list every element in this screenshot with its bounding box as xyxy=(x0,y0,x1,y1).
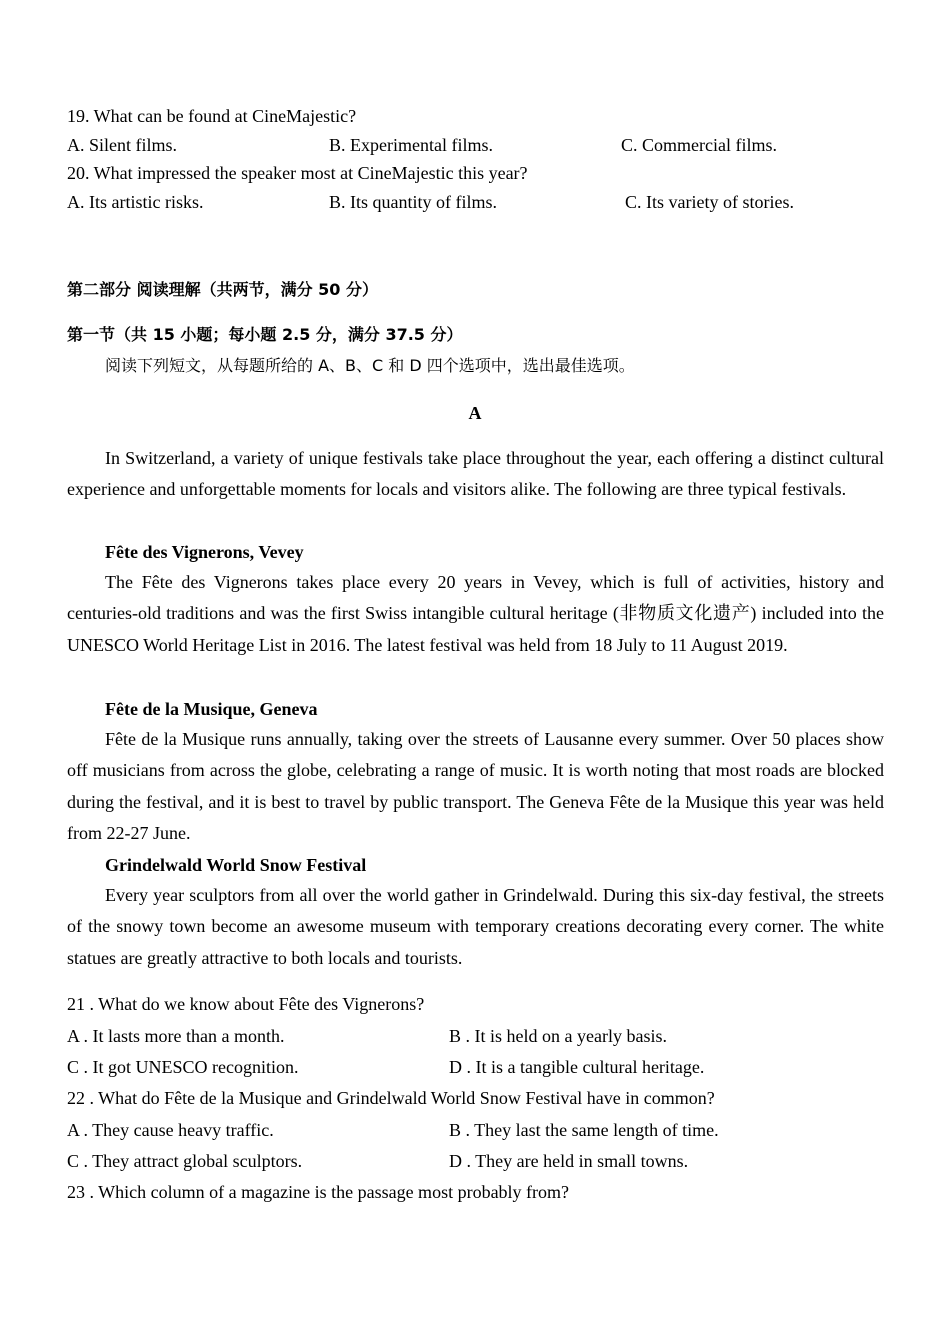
q19-option-c: C. Commercial films. xyxy=(621,135,777,155)
q20-option-a: A. Its artistic risks. xyxy=(67,192,204,212)
q20-option-b: B. Its quantity of films. xyxy=(329,192,497,212)
reading-instruction: 阅读下列短文，从每题所给的 A、B、C 和 D 四个选项中，选出最佳选项。 xyxy=(105,356,635,375)
q21-option-b: B . It is held on a yearly basis. xyxy=(449,1026,667,1046)
passage-intro: In Switzerland, a variety of unique festivals take place throughout the year, each offering a distinct cultural experience and unforgettable moments for locals and visitors alike. The following are three typical festivals. xyxy=(67,448,884,500)
q21-option-c: C . It got UNESCO recognition. xyxy=(67,1057,299,1077)
festival-1-title: Fête des Vignerons, Vevey xyxy=(105,542,304,562)
q22-option-c: C . They attract global sculptors. xyxy=(67,1151,303,1171)
festival-3-title: Grindelwald World Snow Festival xyxy=(105,855,367,875)
festival-2-title: Fête de la Musique, Geneva xyxy=(105,699,318,719)
q19-option-a: A. Silent films. xyxy=(67,135,178,155)
q21-option-d: D . It is a tangible cultural heritage. xyxy=(449,1057,705,1077)
q19-option-b: B. Experimental films. xyxy=(329,135,493,155)
q20-option-c: C. Its variety of stories. xyxy=(625,192,794,212)
question-20: 20. What impressed the speaker most at CineMajestic this year? xyxy=(67,163,528,183)
question-19: 19. What can be found at CineMajestic? xyxy=(67,106,357,126)
q22-option-b: B . They last the same length of time. xyxy=(449,1120,719,1140)
question-22: 22 . What do Fête de la Musique and Grindelwald World Snow Festival have in common? xyxy=(67,1088,715,1108)
festival-1-text: The Fête des Vignerons takes place every 20 years in Vevey, which is full of activities, history and centuries-old traditions and was the first Swiss intangible cultural heritage (非物质文化遗产) included into the UNESCO World Heritage List in 2016. The latest festival was held from 18 July to 11 August 2019. xyxy=(67,572,884,655)
q22-option-d: D . They are held in small towns. xyxy=(449,1151,689,1171)
q21-option-a: A . It lasts more than a month. xyxy=(67,1026,285,1046)
question-21: 21 . What do we know about Fête des Vignerons? xyxy=(67,994,425,1014)
section1-title: 第一节（共 15 小题；每小题 2.5 分，满分 37.5 分） xyxy=(67,325,463,344)
q22-option-a: A . They cause heavy traffic. xyxy=(67,1120,274,1140)
festival-2-text: Fête de la Musique runs annually, taking over the streets of Lausanne every summer. Over 50 places show off musicians from across the globe, celebrating a range of music. It is worth noting that most roads are blocked during the festival, and it is best to travel by public transport. The Geneva Fête de la Musique this year was held from 22-27 June. xyxy=(67,729,884,843)
festival-3-text: Every year sculptors from all over the world gather in Grindelwald. During this six-day festival, the streets of the snowy town become an awesome museum with temporary creations decorating every corner. The white statues are greatly attractive to both locals and tourists. xyxy=(67,885,884,968)
passage-label: A xyxy=(468,403,482,423)
question-23: 23 . Which column of a magazine is the passage most probably from? xyxy=(67,1182,570,1202)
part2-title: 第二部分 阅读理解（共两节，满分 50 分） xyxy=(67,280,378,299)
